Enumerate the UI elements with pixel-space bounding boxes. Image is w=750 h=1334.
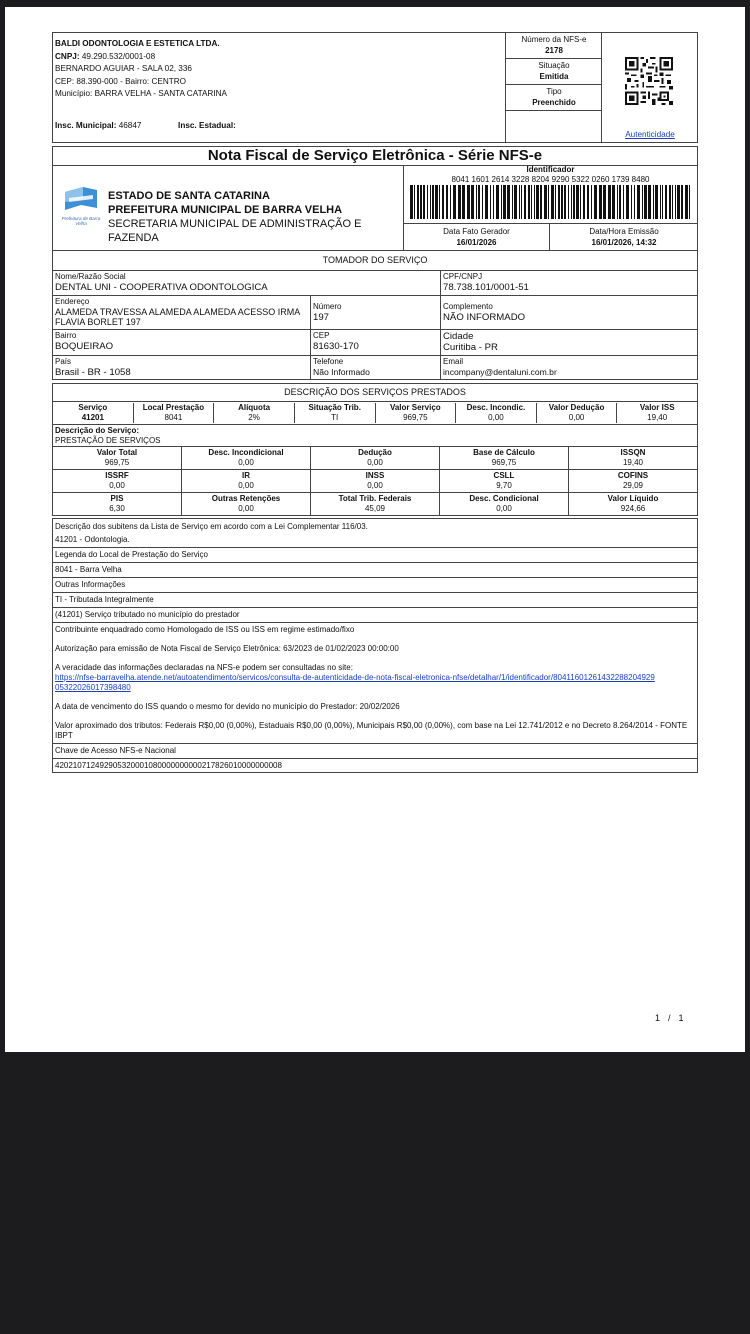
barcode-bar <box>507 185 510 219</box>
barcode-bar <box>521 185 522 219</box>
servico-col: Desc. Incondic. 0,00 <box>456 403 537 423</box>
total-cell: Desc. Condicional 0,00 <box>440 493 569 515</box>
barcode-bar <box>476 185 477 219</box>
tomador-cep: CEP 81630-170 <box>311 330 441 355</box>
tomador-row-nome <box>53 271 697 296</box>
tomador-pais: País Brasil - BR - 1058 <box>53 356 311 380</box>
nfse-tipo: Tipo Preenchido <box>506 85 602 111</box>
provider-info <box>55 38 227 101</box>
provider-header <box>52 32 698 143</box>
consulta-link[interactable]: https://nfse-barravelha.atende.net/autoatendimento/servicos/consulta-de-autenticidade-de-nota-fiscal-eletronica-nfse/detalhar/1/identificador/80411601261432288204929053220260173984​80 <box>55 673 655 692</box>
barcode-bar <box>558 185 560 219</box>
tomador-row-pais <box>53 356 697 380</box>
outras-info-title: Outras Informações <box>53 578 697 593</box>
tomador-email: Email incompany@dentaluni.com.br <box>443 356 557 377</box>
total-cell: IR 0,00 <box>182 470 311 492</box>
barcode-bar <box>493 185 494 219</box>
tributacao: TI - Tributada Integralmente <box>53 593 697 608</box>
prefeitura-name: PREFEITURA MUNICIPAL DE BARRA VELHA <box>108 204 343 216</box>
barcode <box>410 185 691 219</box>
total-cell: ISSQN 19,40 <box>620 448 646 467</box>
barcode-bar <box>608 185 611 219</box>
barcode-bar <box>653 185 654 219</box>
barcode-bar <box>544 185 547 219</box>
document-page <box>5 7 745 1052</box>
total-cell: Desc. Incondicional 0,00 <box>182 447 311 469</box>
barcode-bar <box>462 185 465 219</box>
page-number: 1 / 1 <box>655 1013 685 1023</box>
barcode-bar <box>669 185 671 219</box>
company-cnpj: CNPJ: 49.290.532/0001-08 <box>55 51 156 61</box>
identificador-block: Identificador 8041 1601 2614 3228 8204 9290 5322 0260 1739 8480 <box>404 165 697 224</box>
tomador-endereco: Endereço ALAMEDA TRAVESSA ALAMEDA ALAMEDA ACESSO IRMA FLAVIA BORLET 197 <box>53 296 311 329</box>
barcode-bar <box>450 185 451 219</box>
tomador-telefone: Telefone Não Informado <box>311 356 441 380</box>
barcode-bar <box>442 185 444 219</box>
barcode-bar <box>573 185 575 219</box>
barcode-bar <box>427 185 428 219</box>
barcode-bar <box>587 185 589 219</box>
total-cell: Dedução 0,00 <box>311 447 440 469</box>
secretaria-name: SECRETARIA MUNICIPAL DE ADMINISTRAÇÃO E FAZENDA <box>108 218 362 244</box>
barcode-bar <box>514 185 517 219</box>
barcode-bar <box>675 185 676 219</box>
total-cell: Valor Total 969,75 <box>53 447 182 469</box>
barcode-bar <box>410 185 413 219</box>
document-title: Nota Fiscal de Serviço Eletrônica - Série NFS-e <box>53 147 697 166</box>
barcode-bar <box>423 185 425 219</box>
data-fato-gerador: Data Fato Gerador 16/01/2026 <box>404 224 550 251</box>
barcode-bar <box>612 185 615 219</box>
barcode-bar <box>634 185 635 219</box>
estado-name: ESTADO DE SANTA CATARINA PREFEITURA MUNICIPAL DE BARRA VELHA <box>108 190 343 216</box>
subitens-value: 41201 - Odontologia. <box>53 534 697 548</box>
barcode-bar <box>644 185 647 219</box>
barcode-bar <box>662 185 663 219</box>
total-cell: Base de Cálculo 969,75 <box>440 447 569 469</box>
barcode-bar <box>689 185 690 219</box>
barcode-bar <box>603 185 606 219</box>
tributacao-descricao: (41201) Serviço tributado no município do prestador <box>53 608 697 623</box>
barcode-bar <box>540 185 542 219</box>
tomador-cidade: Cidade Curitiba - PR <box>443 330 498 353</box>
identificador-value: 8041 1601 2614 3228 8204 9290 5322 0260 1739 8480 <box>451 174 650 184</box>
barcode-bar <box>478 185 480 219</box>
homologado-text: Contribuinte enquadrado como Homologado de ISS ou ISS em regime estimado/fixo <box>55 625 355 634</box>
servico-col: Valor Serviço 969,75 <box>376 403 457 423</box>
barcode-bar <box>528 185 530 219</box>
company-name: BALDI ODONTOLOGIA E ESTETICA LTDA. <box>55 39 220 48</box>
tomador-complemento: Complemento NÃO INFORMADO <box>443 301 526 323</box>
barcode-bar <box>665 185 667 219</box>
barcode-bar <box>576 185 579 219</box>
veracidade-text: A veracidade das informações declaradas na NFS-e podem ser consultadas no site: <box>55 663 353 672</box>
barcode-bar <box>551 185 554 219</box>
barcode-bar <box>439 185 440 219</box>
barcode-bar <box>417 185 419 219</box>
barcode-bar <box>681 185 683 219</box>
servico-col: Valor ISS 19,40 <box>639 403 675 422</box>
title-block <box>52 146 698 251</box>
barcode-bar <box>599 185 602 219</box>
barcode-bar <box>677 185 680 219</box>
barcode-bar <box>642 185 643 219</box>
tomador-cpf: CPF/CNPJ 78.738.101/0001-51 <box>443 272 529 293</box>
company-municipio: Município: BARRA VELHA - SANTA CATARINA <box>55 89 227 98</box>
total-cell: Outras Retenções 0,00 <box>182 493 311 515</box>
servico-col: Valor Dedução 0,00 <box>537 403 618 423</box>
barcode-bar <box>446 185 448 219</box>
servicos-section <box>52 383 698 516</box>
data-emissao: Data/Hora Emissão 16/01/2026, 14:32 <box>589 227 659 247</box>
chave-title: Chave de Acesso NFS-e Nacional <box>53 744 697 759</box>
barcode-bar <box>672 185 673 219</box>
tomador-section <box>52 251 698 380</box>
barcode-bar <box>660 185 661 219</box>
barcode-bar <box>458 185 461 219</box>
barcode-bar <box>626 185 629 219</box>
barcode-bar <box>617 185 618 219</box>
informacoes-section <box>52 518 698 773</box>
barcode-bar <box>631 185 632 219</box>
barcode-bar <box>430 185 431 219</box>
barcode-bar <box>420 185 422 219</box>
total-cell: COFINS 29,09 <box>617 471 649 490</box>
barcode-bar <box>435 185 438 219</box>
qr-column <box>601 33 698 142</box>
qr-code-icon <box>625 57 673 105</box>
barcode-bar <box>432 185 434 219</box>
barcode-bar <box>561 185 563 219</box>
info-details <box>53 623 697 744</box>
barcode-bar <box>685 185 688 219</box>
barcode-bar <box>471 185 474 219</box>
totals-row <box>53 446 697 469</box>
autenticidade-link[interactable]: Autenticidade <box>625 130 675 139</box>
totals-row <box>53 469 697 492</box>
servico-col: Serviço 41201 <box>53 403 134 423</box>
barcode-bar <box>519 185 520 219</box>
total-cell: ISSRF 0,00 <box>53 470 182 492</box>
barcode-bar <box>496 185 499 219</box>
servicos-columns <box>53 402 697 424</box>
barcode-bar <box>536 185 539 219</box>
nfse-status-column <box>505 33 602 142</box>
barcode-bar <box>623 185 624 219</box>
barcode-bar <box>548 185 549 219</box>
barcode-bar <box>534 185 535 219</box>
barcode-bar <box>490 185 491 219</box>
barcode-bar <box>414 185 415 219</box>
total-cell: CSLL 9,70 <box>440 470 569 492</box>
barcode-bar <box>568 185 569 219</box>
total-cell: Total Trib. Federais 45,09 <box>311 493 440 515</box>
subitens-title: Descrição dos subitens da Lista de Serviço em acordo com a Lei Complementar 116/03. <box>55 522 368 531</box>
tributos-text: Valor aproximado dos tributos: Federais R$0,00 (0,00%), Estaduais R$0,00 (0,00%), Municipais R$0,00 (0,00%), com base na Lei 12.741/2012 e no Decreto 8.264/2014 - FONTE IBPT <box>55 721 688 740</box>
nfse-situacao: Situação Emitida <box>506 59 602 85</box>
barcode-bar <box>648 185 651 219</box>
barcode-bar <box>482 185 483 219</box>
prefeitura-block <box>53 165 404 251</box>
company-address: BERNARDO AGUIAR - SALA 02, 336 <box>55 64 192 73</box>
barcode-bar <box>564 185 566 219</box>
barcode-bar <box>594 185 597 219</box>
prefeitura-logo <box>61 186 101 227</box>
barcode-bar <box>531 185 532 219</box>
logo-caption: Prefeitura de Barra Velha <box>61 216 101 227</box>
company-cep: CEP: 88.390-000 - Bairro: CENTRO <box>55 76 187 86</box>
barcode-bar <box>512 185 513 219</box>
servico-col: Situação Trib. TI <box>295 403 376 423</box>
barcode-bar <box>555 185 556 219</box>
servico-col: Alíquota 2% <box>214 403 295 423</box>
barcode-bar <box>591 185 592 219</box>
tomador-row-bairro <box>53 330 697 356</box>
total-cell: INSS 0,00 <box>311 470 440 492</box>
barcode-bar <box>571 185 572 219</box>
vencimento-text: A data de vencimento do ISS quando o mesmo for devido no município do Prestador: 20/02/2026 <box>55 702 400 711</box>
tomador-nome: Nome/Razão Social DENTAL UNI - COOPERATIVA ODONTOLOGICA <box>53 271 441 295</box>
barcode-bar <box>655 185 658 219</box>
total-cell: PIS 6,30 <box>53 493 182 515</box>
barcode-bar <box>501 185 502 219</box>
servico-col: Local Prestação 8041 <box>134 403 215 423</box>
dates-block <box>404 224 697 251</box>
tomador-numero: Número 197 <box>311 296 441 329</box>
tomador-row-endereco <box>53 296 697 330</box>
barcode-bar <box>485 185 488 219</box>
tomador-bairro: Bairro BOQUEIRAO <box>53 330 311 355</box>
barcode-bar <box>619 185 621 219</box>
autorizacao-text: Autorização para emissão de Nota Fiscal de Serviço Eletrônica: 63/2023 de 01/02/2023 00:00:00 <box>55 644 399 653</box>
inscricoes: Insc. Municipal: 46847 Insc. Estadual: <box>55 121 236 130</box>
barcode-bar <box>467 185 470 219</box>
barcode-bar <box>583 185 585 219</box>
legenda-title: Legenda do Local de Prestação do Serviço <box>53 548 697 563</box>
tomador-title: TOMADOR DO SERVIÇO <box>53 251 697 271</box>
totals-grid <box>53 446 697 515</box>
legenda-value: 8041 - Barra Velha <box>53 563 697 578</box>
flag-icon <box>63 186 99 214</box>
servico-descricao: Descrição do Serviço: PRESTAÇÃO DE SERVIÇOS <box>53 424 697 446</box>
nfse-number: Número da NFS-e 2178 <box>506 33 602 59</box>
total-cell: Valor Líquido 924,66 <box>607 494 659 513</box>
totals-row <box>53 492 697 515</box>
barcode-bar <box>453 185 456 219</box>
chave-value: 42021071249290532000108000000000021782601000000000​8 <box>55 761 282 770</box>
barcode-bar <box>524 185 526 219</box>
barcode-bar <box>580 185 581 219</box>
barcode-bar <box>637 185 640 219</box>
nfse-document <box>52 32 698 773</box>
servicos-title: DESCRIÇÃO DOS SERVIÇOS PRESTADOS <box>53 384 697 402</box>
barcode-bar <box>503 185 506 219</box>
